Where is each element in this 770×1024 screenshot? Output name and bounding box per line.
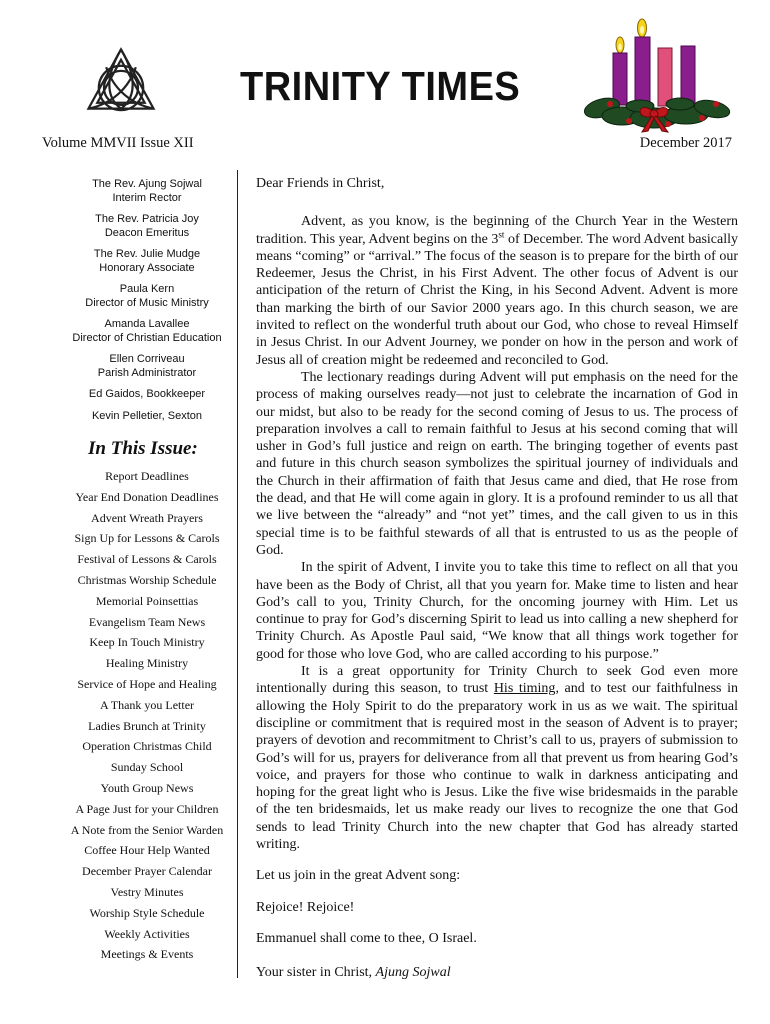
sidebar	[56, 178, 238, 965]
column-divider	[237, 170, 238, 978]
staff-name: The Rev. Patricia Joy	[95, 213, 199, 225]
song-intro: Let us join in the great Advent song:	[256, 868, 461, 884]
issue-date-label: December 2017	[639, 135, 732, 151]
rector-letter	[256, 175, 738, 981]
song-line: Emmanuel shall come to thee, O Israel.	[256, 930, 477, 946]
contents-item: Youth Group News	[100, 780, 194, 795]
contents-item: Ladies Brunch at Trinity	[88, 718, 206, 733]
staff-entry	[56, 353, 238, 380]
staff-entry	[56, 178, 238, 205]
staff-role: Interim Rector	[112, 191, 182, 204]
contents-item: Keep In Touch Ministry	[89, 635, 205, 650]
letter-paragraph: It is a great opportunity for Trinity Church to seek God even more intentionally during this season, to trust His timing, and to test our faithfulness in allowing the Holy Spirit to do the preparatory work in us as we wait. The spiritual discipline or commitment that is required most in the season of Advent is to prayer; prayers of devotion and recommitment to Christ’s call to us, prayers of submission to God’s will for us, prayers for deliverance from all that prevent us from hearing God’s voice, and prayers for those who continue to walk in darkness anticipating and hoping for the great light who is Jesus. Like the five wise bridesmaids in the parable of the ten bridesmaids, let us make ready our lives to recognize the one that God sends to lead Trinity Church into the new chapter that God has already started writing.	[256, 664, 739, 852]
staff-name: The Rev. Ajung Sojwal	[92, 178, 202, 190]
contents-item: A Note from the Senior Warden	[70, 822, 224, 837]
advent-song	[256, 867, 738, 947]
staff-name: Amanda Lavallee	[104, 318, 190, 330]
staff-entry	[56, 213, 238, 240]
contents-item: A Page Just for your Children	[75, 801, 219, 816]
contents-item: Meetings & Events	[100, 947, 194, 962]
staff-role: Director of Christian Education	[72, 331, 222, 344]
contents-item: December Prayer Calendar	[82, 864, 212, 879]
staff-entry	[56, 388, 238, 402]
contents-item: Sign Up for Lessons & Carols	[74, 531, 220, 546]
staff-role: Parish Administrator	[97, 366, 197, 379]
staff-entry	[56, 410, 238, 424]
contents-item: Operation Christmas Child	[82, 739, 212, 754]
contents-item: Year End Donation Deadlines	[75, 489, 219, 504]
staff-name: The Rev. Julie Mudge	[93, 248, 201, 260]
contents-item: Advent Wreath Prayers	[91, 510, 203, 525]
letter-paragraph: In the spirit of Advent, I invite you to take this time to reflect on all that you have been as the Body of Christ, all that you yearn for. Make time to listen and hear God’s call to you, Trinity Church, for the oncoming journey with Him. Let us continue to pray for God’s discerning Spirit to lead us into calling a new shepherd for Trinity Church. As Apostle Paul said, “We know that all things work together for good for those who love God, who are called according to his purpose.”	[256, 560, 738, 662]
staff-entry	[56, 283, 238, 310]
contents-list	[56, 466, 238, 965]
contents-heading: In This Issue:	[88, 438, 198, 459]
letter-paragraph: Advent, as you know, is the beginning of the Church Year in the Western tradition. This year, Advent begins on the 3st of December. The word Advent basically means “coming” or “arrival.” The focus of the season is to prepare for the birth of our Redeemer, Jesus the Christ, in his First Advent. The other focus of Advent is our anticipation of the return of Christ the King, in his Second Advent. Advent is more than marking the birth of our Savior 2000 years ago. In this church season, we are invited to reflect on the wonderful truth about our God, who chose to reveal Himself in Jesus Christ. In our Advent Journey, we ponder on how in the person and work of Jesus all of creation might be redeemed and reconciled to God.	[256, 214, 738, 368]
newsletter-title: TRINITY TIMES	[240, 64, 521, 110]
contents-item: Sunday School	[110, 760, 184, 775]
contents-item: Report Deadlines	[105, 469, 189, 483]
contents-item: Healing Ministry	[105, 656, 189, 671]
staff-role: Director of Music Ministry	[85, 296, 209, 309]
letter-paragraph: The lectionary readings during Advent will put emphasis on the need for the process of making ourselves ready—not just to celebrate the incarnation of God in our midst, but also to be ready for the second coming of Jesus to us. The process of preparation involves a call to remain faithful to Jesus at his second coming that will usher in God’s full justice and reign on earth. The bringing together of events past and future in this church season symbolizes the spiritual journey of individuals and the Church in their affirmation of faith that Jesus came and died, that He rose from the dead, and that He will come again in glory. It is a profound reminder to us all that we live between the “already” and “not yet” times, and the call given to us in this special time is to be faithful stewards of all that is entrusted to us as the people of God.	[256, 369, 738, 558]
staff-entry	[56, 248, 238, 275]
contents-item: Christmas Worship Schedule	[77, 572, 217, 587]
contents-item: Service of Hope and Healing	[77, 676, 217, 691]
staff-name: Kevin Pelletier, Sexton	[91, 409, 203, 422]
staff-list	[56, 178, 238, 423]
staff-name: Ed Gaidos, Bookkeeper	[88, 388, 206, 400]
letter-salutation: Dear Friends in Christ,	[256, 176, 385, 191]
contents-item: A Thank you Letter	[99, 697, 195, 712]
signature: Ajung Sojwal	[375, 965, 451, 981]
staff-role: Deacon Emeritus	[104, 226, 190, 239]
contents-item: Vestry Minutes	[110, 884, 184, 899]
staff-entry	[56, 318, 238, 345]
advent-wreath-illustration	[582, 18, 732, 136]
contents-item: Worship Style Schedule	[89, 905, 205, 920]
contents-item: Weekly Activities	[104, 926, 190, 941]
volume-issue-label: Volume MMVII Issue XII	[42, 135, 194, 151]
staff-name: Paula Kern	[119, 283, 175, 295]
staff-name: Ellen Corriveau	[109, 353, 185, 365]
contents-item: Evangelism Team News	[88, 614, 206, 629]
contents-item: Festival of Lessons & Carols	[77, 552, 217, 567]
song-line: Rejoice! Rejoice!	[256, 899, 355, 915]
contents-item: Coffee Hour Help Wanted	[84, 843, 210, 858]
contents-item: Memorial Poinsettias	[95, 593, 199, 608]
trinity-knot-logo	[82, 45, 160, 119]
letter-closing: Your sister in Christ, Ajung Sojwal	[256, 965, 451, 981]
staff-role: Honorary Associate	[99, 261, 195, 274]
